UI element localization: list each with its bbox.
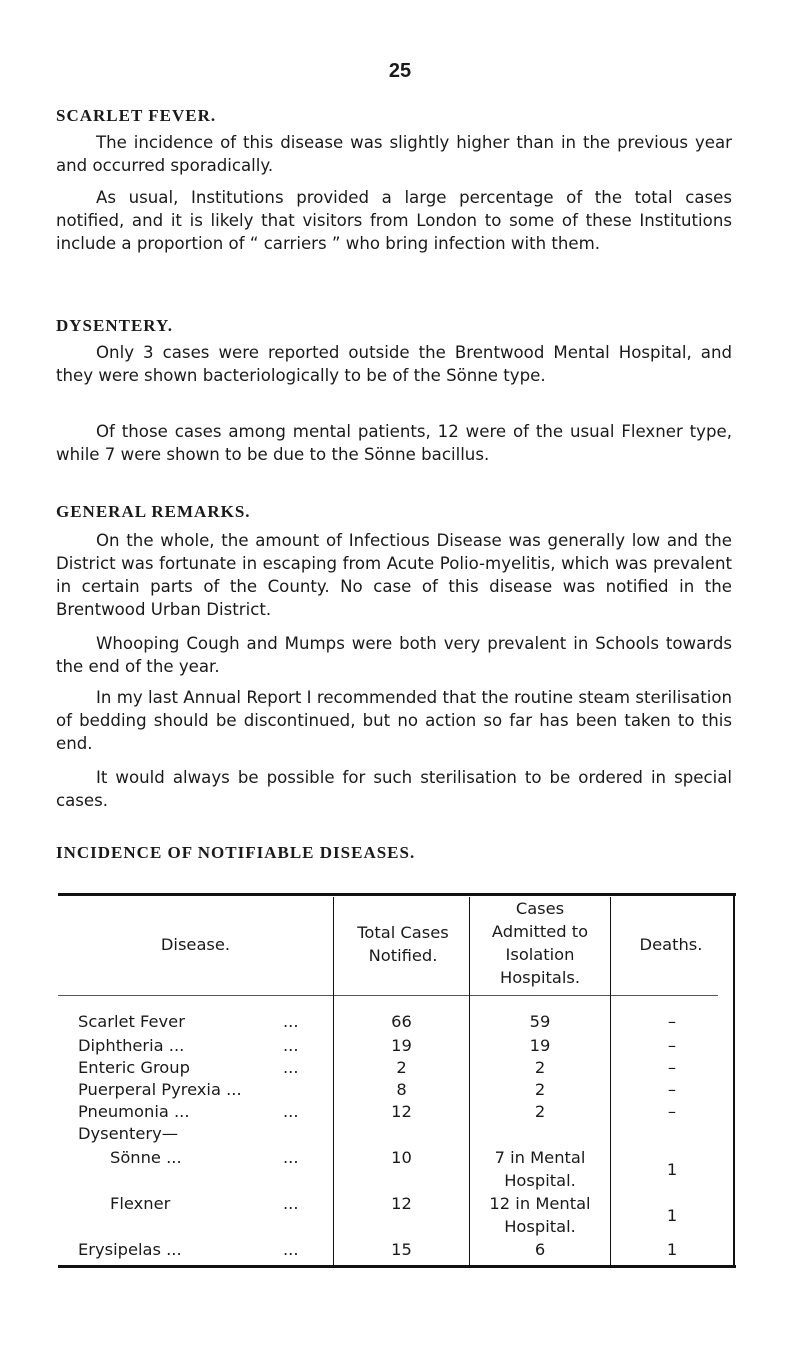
paragraph: Of those cases among mental patients, 12 were of the usual Flexner type, while 7 were shown to be due to the Sönne bacillus.: [56, 422, 732, 464]
cell-deaths: –: [667, 1080, 677, 1099]
table-bottom-rule: [58, 1265, 736, 1268]
cell-admitted-continued: Hospital.: [504, 1217, 576, 1236]
heading-dysentery: DYSENTERY.: [56, 316, 173, 335]
cell-notified: 2: [396, 1058, 407, 1077]
cell-notified: 12: [391, 1102, 412, 1121]
cell-disease: Enteric Group: [78, 1058, 190, 1077]
paragraph: Whooping Cough and Mumps were both very prevalent in Schools towards the end of the year.: [56, 634, 732, 676]
dot-leader: ...: [283, 1194, 299, 1213]
cell-disease: Sönne ...: [110, 1148, 182, 1167]
cell-deaths: –: [667, 1058, 677, 1077]
table-right-rule: [733, 893, 735, 1268]
paragraph: As usual, Institutions provided a large percentage of the total cases notified, and it is likely that visitors from London to some of these Institutions include a proportion of “ carriers ” who bring infection with them.: [56, 188, 732, 253]
cell-admitted: 59: [529, 1012, 551, 1031]
cell-notified: 15: [391, 1240, 412, 1259]
heading-scarlet-fever: SCARLET FEVER.: [56, 106, 217, 125]
dot-leader: ...: [283, 1012, 299, 1031]
cell-notified: 12: [391, 1194, 412, 1213]
paragraph: It would always be possible for such sterilisation to be ordered in special cases.: [56, 768, 732, 810]
cell-admitted: 2: [534, 1058, 546, 1077]
cell-admitted: 2: [534, 1102, 546, 1121]
header-deaths: Deaths.: [639, 935, 703, 954]
header-cases-admitted: Cases Admitted to Isolation Hospitals.: [491, 899, 589, 987]
dot-leader: ...: [283, 1102, 299, 1121]
page-number: 25: [388, 60, 412, 82]
cell-admitted: 6: [534, 1240, 546, 1259]
cell-deaths: 1: [666, 1160, 678, 1179]
dot-leader: ...: [283, 1036, 299, 1055]
dot-leader: ...: [283, 1240, 299, 1259]
paragraph: In my last Annual Report I recommended that the routine steam sterilisation of bedding should be discontinued, but no action so far has been taken to this end.: [56, 688, 732, 753]
header-disease: Disease.: [160, 935, 231, 954]
cell-admitted: 12 in Mental: [489, 1194, 591, 1213]
cell-notified: 19: [391, 1036, 412, 1055]
cell-disease: Diphtheria ...: [78, 1036, 185, 1055]
cell-deaths: 1: [666, 1206, 678, 1225]
cell-disease: Dysentery—: [78, 1124, 179, 1143]
cell-admitted: 2: [534, 1080, 546, 1099]
cell-disease: Erysipelas ...: [78, 1240, 182, 1259]
cell-disease: Scarlet Fever: [78, 1012, 185, 1031]
cell-deaths: 1: [666, 1240, 678, 1259]
dot-leader: ...: [283, 1058, 299, 1077]
cell-notified: 66: [391, 1012, 412, 1031]
cell-admitted: 19: [529, 1036, 551, 1055]
paragraph: On the whole, the amount of Infectious Disease was generally low and the District was fortunate in escaping from Acute Polio-myelitis, which was prevalent in certain parts of the County. No case of this disease was notified in the Brentwood Urban District.: [56, 531, 732, 619]
cell-notified: 10: [391, 1148, 412, 1167]
cell-admitted-continued: Hospital.: [504, 1171, 576, 1190]
header-total-cases-notified: Total Cases Notified.: [357, 923, 449, 965]
notifiable-diseases-table: [58, 893, 736, 1281]
cell-disease: Flexner: [110, 1194, 171, 1213]
cell-deaths: –: [667, 1102, 677, 1121]
dot-leader: ...: [283, 1148, 299, 1167]
heading-incidence: INCIDENCE OF NOTIFIABLE DISEASES.: [56, 843, 416, 862]
cell-admitted: 7 in Mental: [494, 1148, 586, 1167]
table-top-rule: [58, 893, 736, 896]
cell-disease: Puerperal Pyrexia ...: [78, 1080, 242, 1099]
paragraph: Only 3 cases were reported outside the Brentwood Mental Hospital, and they were shown bacteriologically to be of the Sönne type.: [56, 343, 732, 385]
cell-notified: 8: [396, 1080, 407, 1099]
heading-general-remarks: GENERAL REMARKS.: [56, 502, 251, 521]
header-rule: [58, 995, 718, 996]
cell-disease: Pneumonia ...: [78, 1102, 190, 1121]
cell-deaths: –: [667, 1012, 677, 1031]
paragraph: The incidence of this disease was slightly higher than in the previous year and occurred sporadically.: [56, 133, 732, 175]
cell-deaths: –: [667, 1036, 677, 1055]
